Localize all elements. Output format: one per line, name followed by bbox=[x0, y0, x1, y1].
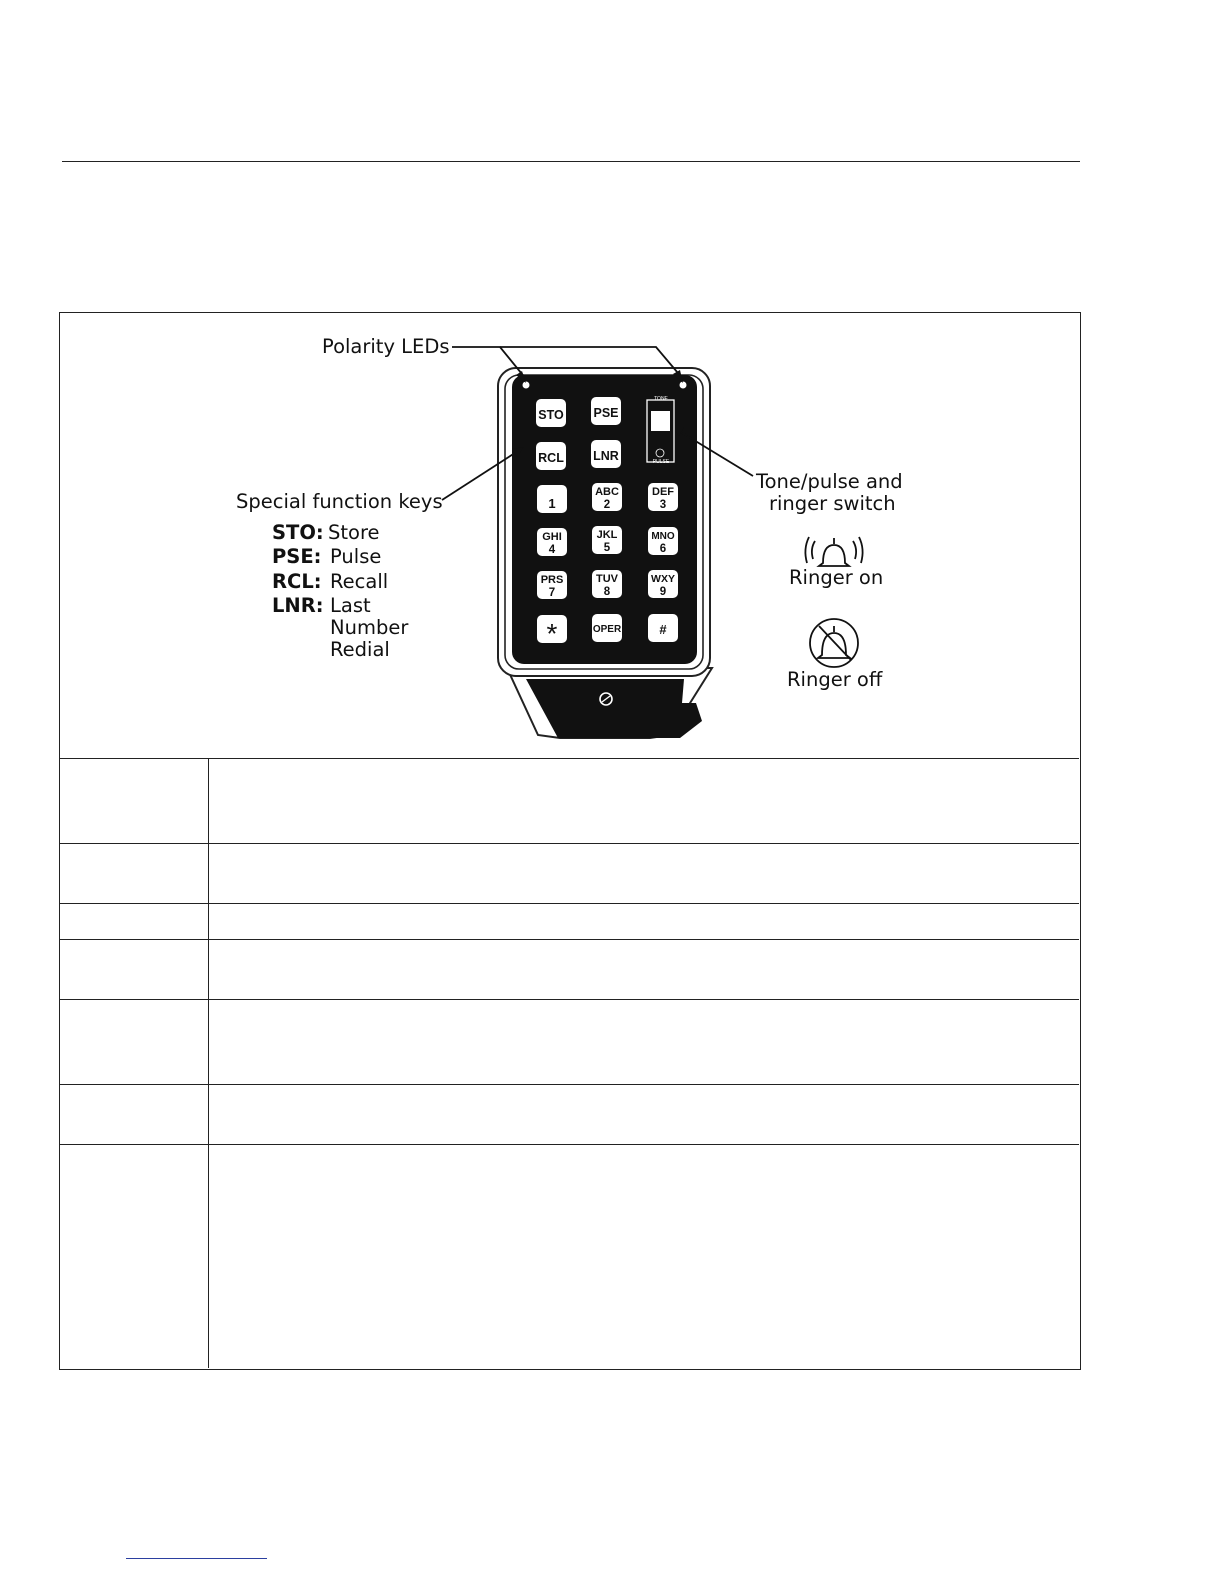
svg-text:PRS: PRS bbox=[540, 574, 564, 586]
table-row bbox=[60, 939, 1079, 999]
table-row bbox=[60, 999, 1079, 1084]
table-row bbox=[60, 843, 1079, 903]
tone-pulse-label-line2: ringer switch bbox=[769, 492, 896, 515]
tone-pulse-label-line1: Tone/pulse and bbox=[756, 470, 903, 493]
svg-text:GHI: GHI bbox=[542, 531, 562, 543]
svg-text:*: * bbox=[546, 618, 558, 649]
key-5[interactable] bbox=[592, 526, 622, 554]
svg-text:4: 4 bbox=[548, 544, 556, 556]
legend-code-lnr: LNR: bbox=[272, 594, 324, 617]
figure-table-frame bbox=[59, 312, 1081, 1370]
legend-meaning-sto: Store bbox=[328, 521, 380, 544]
key-pse[interactable] bbox=[591, 397, 621, 425]
legend-meaning-lnr: Last bbox=[330, 594, 371, 617]
polarity-led-left bbox=[523, 382, 530, 389]
ringer-on-label: Ringer on bbox=[789, 566, 884, 589]
legend-meaning-rcl: Recall bbox=[330, 570, 389, 593]
key-2[interactable] bbox=[592, 483, 622, 511]
key-6[interactable] bbox=[648, 527, 678, 555]
svg-text:1: 1 bbox=[548, 496, 556, 511]
svg-text:8: 8 bbox=[603, 586, 611, 598]
svg-text:#: # bbox=[659, 622, 667, 637]
svg-text:DEF: DEF bbox=[652, 486, 674, 498]
legend-code-rcl: RCL: bbox=[272, 570, 322, 593]
bell-off-icon bbox=[810, 619, 858, 667]
bell-ringing-icon bbox=[805, 537, 862, 566]
footer-link-rule bbox=[126, 1558, 267, 1559]
svg-text:2: 2 bbox=[603, 499, 611, 511]
svg-text:5: 5 bbox=[603, 542, 611, 554]
key-sto[interactable] bbox=[536, 399, 566, 427]
key-hash[interactable] bbox=[648, 614, 678, 642]
svg-text:STO: STO bbox=[538, 408, 564, 422]
svg-text:LNR: LNR bbox=[593, 449, 619, 463]
polarity-led-right bbox=[680, 382, 687, 389]
key-7[interactable] bbox=[537, 571, 567, 599]
key-3[interactable] bbox=[648, 483, 678, 511]
legend-meaning-lnr-line3: Redial bbox=[330, 638, 390, 661]
legend-code-sto: STO: bbox=[272, 521, 324, 544]
ringer-off-label: Ringer off bbox=[787, 668, 883, 691]
svg-text:OPER: OPER bbox=[592, 624, 622, 635]
special-function-keys-label: Special function keys bbox=[236, 490, 443, 513]
switch-pulse-label: PULSE bbox=[652, 459, 670, 465]
legend-meaning-lnr-line2: Number bbox=[330, 616, 409, 639]
key-8[interactable] bbox=[592, 570, 622, 598]
svg-text:PSE: PSE bbox=[593, 406, 619, 420]
description-table bbox=[60, 758, 1079, 1368]
svg-text:ABC: ABC bbox=[595, 486, 619, 498]
legend-code-pse: PSE: bbox=[272, 545, 322, 568]
svg-text:RCL: RCL bbox=[538, 451, 564, 465]
key-4[interactable] bbox=[537, 528, 567, 556]
key-lnr[interactable] bbox=[591, 440, 621, 468]
svg-text:TUV: TUV bbox=[596, 573, 618, 585]
svg-text:WXY: WXY bbox=[651, 573, 675, 585]
svg-text:3: 3 bbox=[659, 499, 667, 511]
polarity-leds-label: Polarity LEDs bbox=[322, 335, 450, 358]
table-row bbox=[60, 1084, 1079, 1144]
svg-text:9: 9 bbox=[659, 586, 667, 598]
svg-text:JKL: JKL bbox=[596, 529, 618, 541]
key-oper[interactable] bbox=[592, 614, 622, 642]
svg-text:MNO: MNO bbox=[651, 531, 675, 542]
table-row bbox=[60, 758, 1079, 843]
svg-text:6: 6 bbox=[659, 543, 667, 555]
table-row bbox=[60, 903, 1079, 939]
test-set-drawing bbox=[60, 313, 1079, 758]
legend-meaning-pse: Pulse bbox=[330, 545, 382, 568]
key-rcl[interactable] bbox=[536, 442, 566, 470]
table-row bbox=[60, 1144, 1079, 1368]
switch-tone-label: TONE bbox=[654, 396, 668, 402]
key-1[interactable] bbox=[537, 485, 567, 513]
header-rule bbox=[62, 161, 1080, 162]
test-set-figure bbox=[60, 313, 1079, 758]
key-9[interactable] bbox=[648, 570, 678, 598]
svg-text:7: 7 bbox=[548, 587, 556, 599]
